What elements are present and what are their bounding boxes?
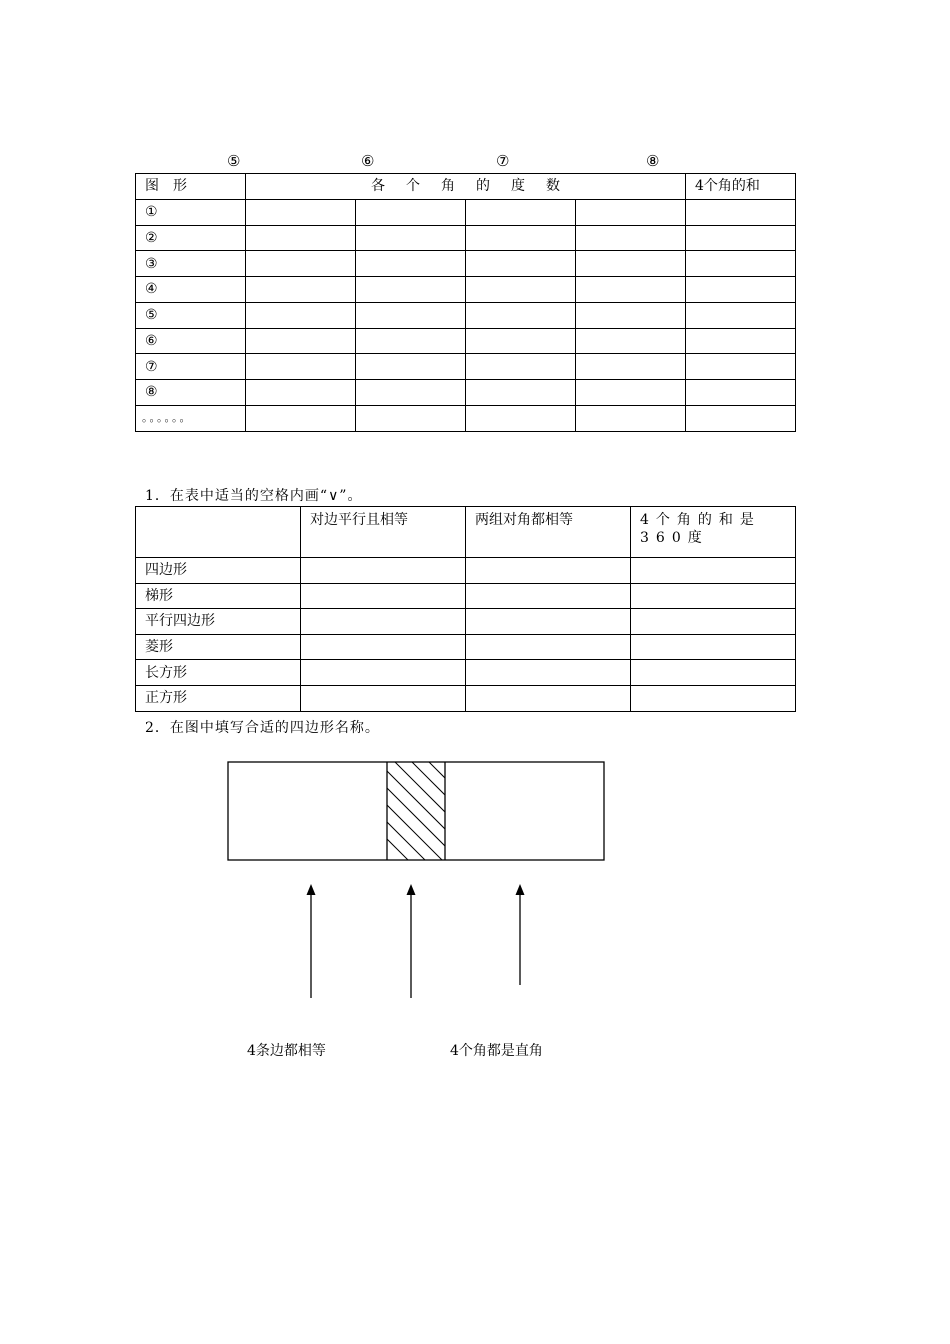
header-angle-sum: 4个角的和是360度: [631, 507, 796, 558]
row-label: 平行四边形: [136, 609, 301, 635]
row-label: ⑥: [136, 328, 246, 354]
row-label: 四边形: [136, 558, 301, 584]
marker-5: ⑤: [227, 152, 241, 170]
header-angle-sum: 4个角的和: [686, 174, 796, 200]
label-right-angles: 4个角都是直角: [450, 1043, 543, 1059]
label-equal-sides: 4条边都相等: [247, 1043, 326, 1059]
arrow-middle: [407, 884, 416, 998]
question-2: 2．在图中填写合适的四边形名称。: [145, 720, 380, 736]
header-opposite-sides: 对边平行且相等: [301, 507, 466, 558]
row-label: ④: [136, 277, 246, 303]
row-label: 。。。。。。: [136, 405, 246, 431]
hatch-pattern: [387, 720, 450, 902]
header-opposite-angles: 两组对角都相等: [466, 507, 631, 558]
row-label: ⑦: [136, 354, 246, 380]
marker-7: ⑦: [496, 152, 510, 170]
row-label: 菱形: [136, 634, 301, 660]
row-label: 长方形: [136, 660, 301, 686]
row-label: 正方形: [136, 685, 301, 711]
row-label: 梯形: [136, 583, 301, 609]
row-label: ⑧: [136, 380, 246, 406]
outer-rectangle: [228, 762, 604, 860]
arrow-right: [516, 884, 525, 985]
marker-8: ⑧: [646, 152, 660, 170]
header-shape: 图 形: [136, 174, 246, 200]
row-label: ⑤: [136, 302, 246, 328]
row-label: ②: [136, 225, 246, 251]
marker-6: ⑥: [361, 152, 375, 170]
arrow-left: [307, 884, 316, 998]
header-angle-degrees: 各个角的度数: [246, 174, 686, 200]
question-1: 1．在表中适当的空格内画“∨”。: [145, 488, 363, 504]
row-label: ①: [136, 199, 246, 225]
row-label: ③: [136, 251, 246, 277]
